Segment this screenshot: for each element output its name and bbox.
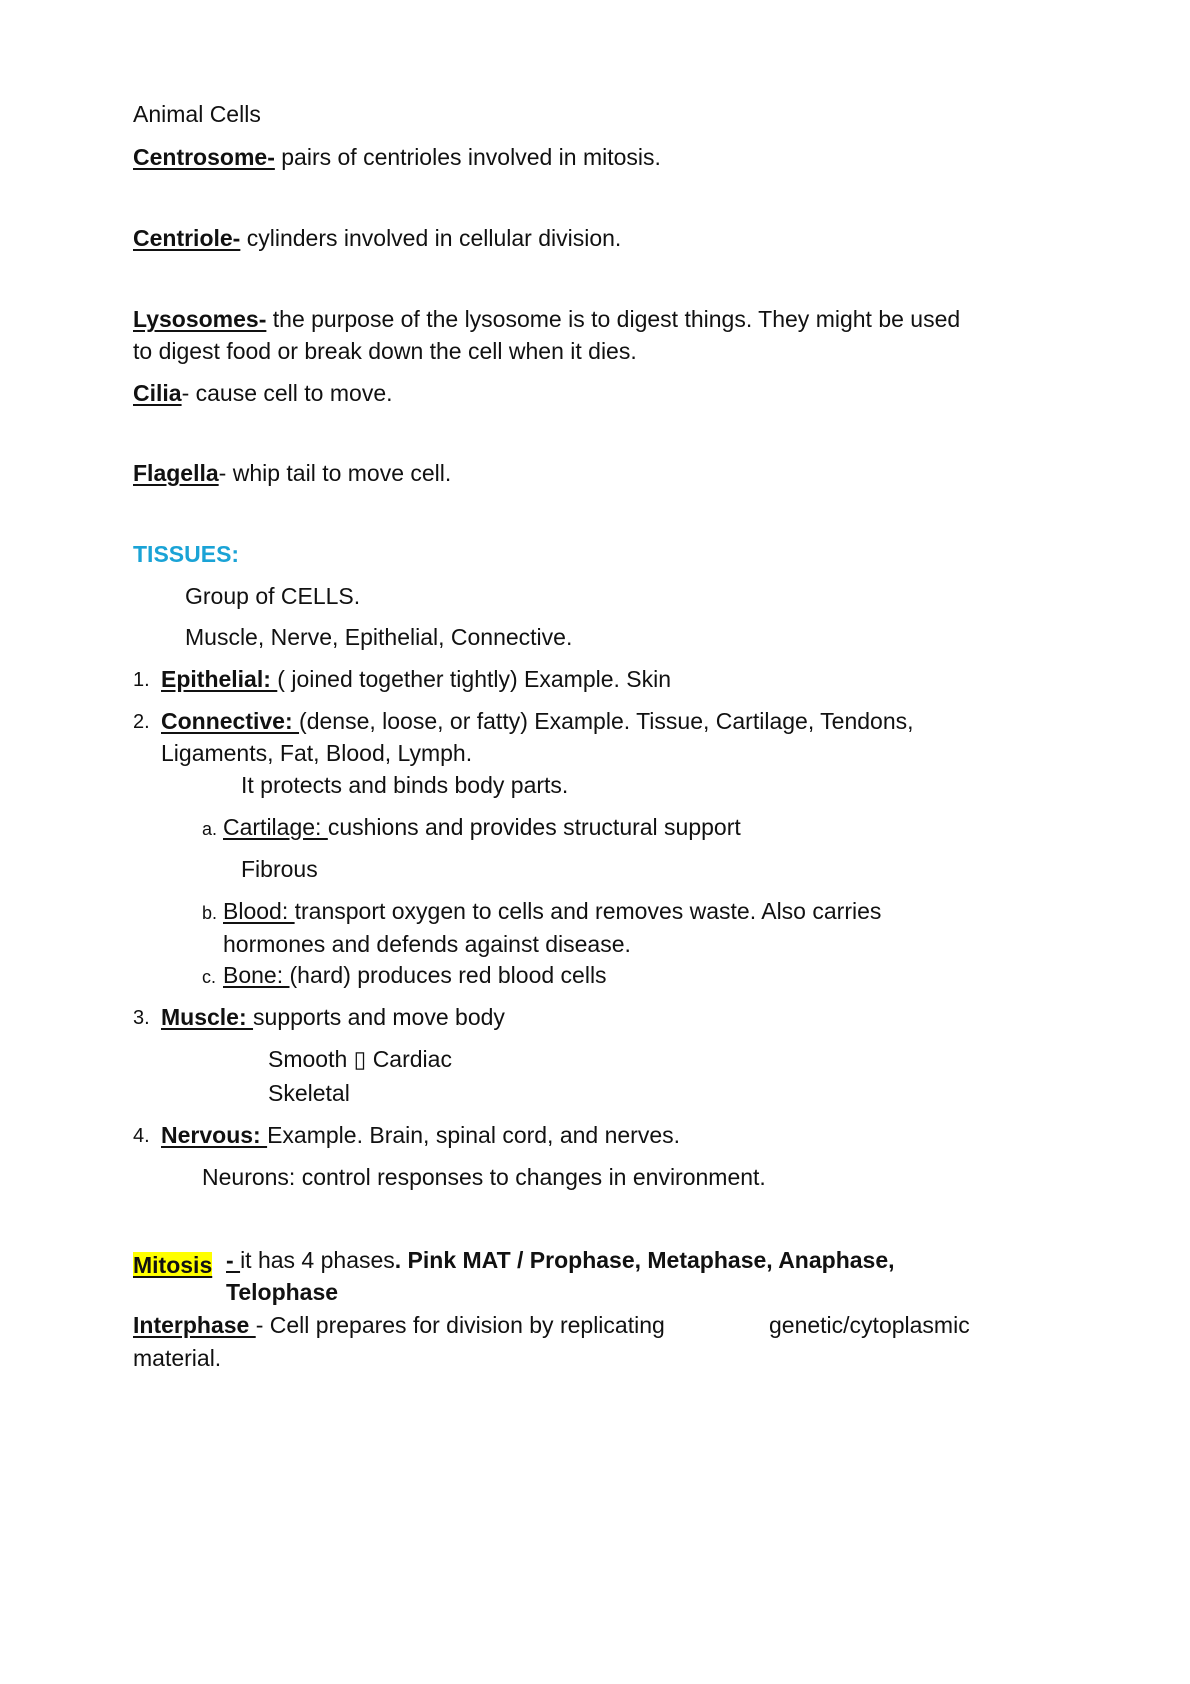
tissue-term: Muscle: (161, 1004, 254, 1030)
interphase-text: - Cell prepares for division by replicating (255, 1312, 665, 1338)
sub-letter: c. (202, 967, 217, 987)
def-centriole (133, 224, 621, 252)
tissues-heading: TISSUES: (133, 541, 240, 567)
mitosis-phases: . Pink MAT / Prophase, Metaphase, Anaphase, (394, 1247, 895, 1273)
sub-cartilage (223, 813, 741, 841)
list-number: 4. (133, 1125, 150, 1147)
mitosis-line (226, 1246, 895, 1274)
list-number: 3. (133, 1007, 150, 1029)
tissue-term: Nervous: (161, 1122, 268, 1148)
muscle-type: Skeletal (268, 1080, 350, 1106)
tissues-line-1: Group of CELLS. (185, 583, 361, 609)
tissue-connective (161, 707, 914, 735)
def-text: the purpose of the lysosome is to digest things. They might be used (266, 306, 961, 332)
tissue-text: Example. Brain, spinal cord, and nerves. (267, 1122, 681, 1148)
sub-term: Bone: (223, 962, 290, 988)
tissue-text: ( joined together tightly) Example. Skin (277, 666, 672, 692)
tissues-line-2: Muscle, Nerve, Epithelial, Connective. (185, 624, 573, 650)
mitosis-phases-cont: Telophase (226, 1279, 339, 1305)
def-cilia (133, 379, 393, 407)
sub-text: (hard) produces red blood cells (289, 962, 607, 988)
tissue-epithelial (161, 665, 671, 693)
def-term: Centrosome- (133, 144, 275, 170)
list-number: 1. (133, 669, 150, 691)
sub-text: transport oxygen to cells and removes waste. Also carries (294, 898, 882, 924)
sub-text: cushions and provides structural support (327, 814, 741, 840)
tissue-connective-note: It protects and binds body parts. (241, 772, 569, 798)
sub-letter: a. (202, 819, 218, 839)
mitosis-dash: - (226, 1247, 241, 1273)
tissue-text: (dense, loose, or fatty) Example. Tissue, Cartilage, Tendons, (299, 708, 914, 734)
sub-bone (223, 961, 607, 989)
sub-letter: b. (202, 903, 218, 923)
tissue-nervous (161, 1121, 680, 1149)
def-text: cylinders involved in cellular division. (240, 225, 622, 251)
tissue-term: Connective: (161, 708, 300, 734)
def-centrosome (133, 143, 661, 171)
tissue-muscle (161, 1003, 505, 1031)
def-text: pairs of centrioles involved in mitosis. (274, 144, 661, 170)
def-text: - whip tail to move cell. (218, 460, 452, 486)
interphase-term: Interphase (133, 1312, 256, 1338)
interphase-cont: material. (133, 1345, 222, 1371)
def-text: - cause cell to move. (181, 380, 393, 406)
def-lysosomes (133, 305, 960, 333)
def-flagella (133, 459, 451, 487)
sub-cartilage-extra: Fibrous (241, 856, 318, 882)
sub-term: Cartilage: (223, 814, 328, 840)
page-title: Animal Cells (133, 101, 261, 127)
def-term: Flagella (133, 460, 219, 486)
list-number: 2. (133, 711, 150, 733)
tissue-nervous-note: Neurons: control responses to changes in environment. (202, 1164, 766, 1190)
mitosis-label: Mitosis (133, 1252, 213, 1278)
mitosis-term (133, 1251, 212, 1279)
muscle-type: Smooth ▯ Cardiac (268, 1046, 452, 1072)
sub-blood (223, 897, 881, 925)
sub-term: Blood: (223, 898, 295, 924)
def-term: Centriole- (133, 225, 241, 251)
def-term: Cilia (133, 380, 182, 406)
interphase-line (133, 1311, 665, 1339)
tissue-text: supports and move body (253, 1004, 505, 1030)
def-lysosomes-cont: to digest food or break down the cell when it dies. (133, 338, 637, 364)
mitosis-text: it has 4 phases (240, 1247, 395, 1273)
def-term: Lysosomes- (133, 306, 267, 332)
sub-blood-cont: hormones and defends against disease. (223, 931, 631, 957)
interphase-text-right: genetic/cytoplasmic (769, 1312, 970, 1338)
tissue-term: Epithelial: (161, 666, 278, 692)
tissue-connective-cont: Ligaments, Fat, Blood, Lymph. (161, 740, 473, 766)
